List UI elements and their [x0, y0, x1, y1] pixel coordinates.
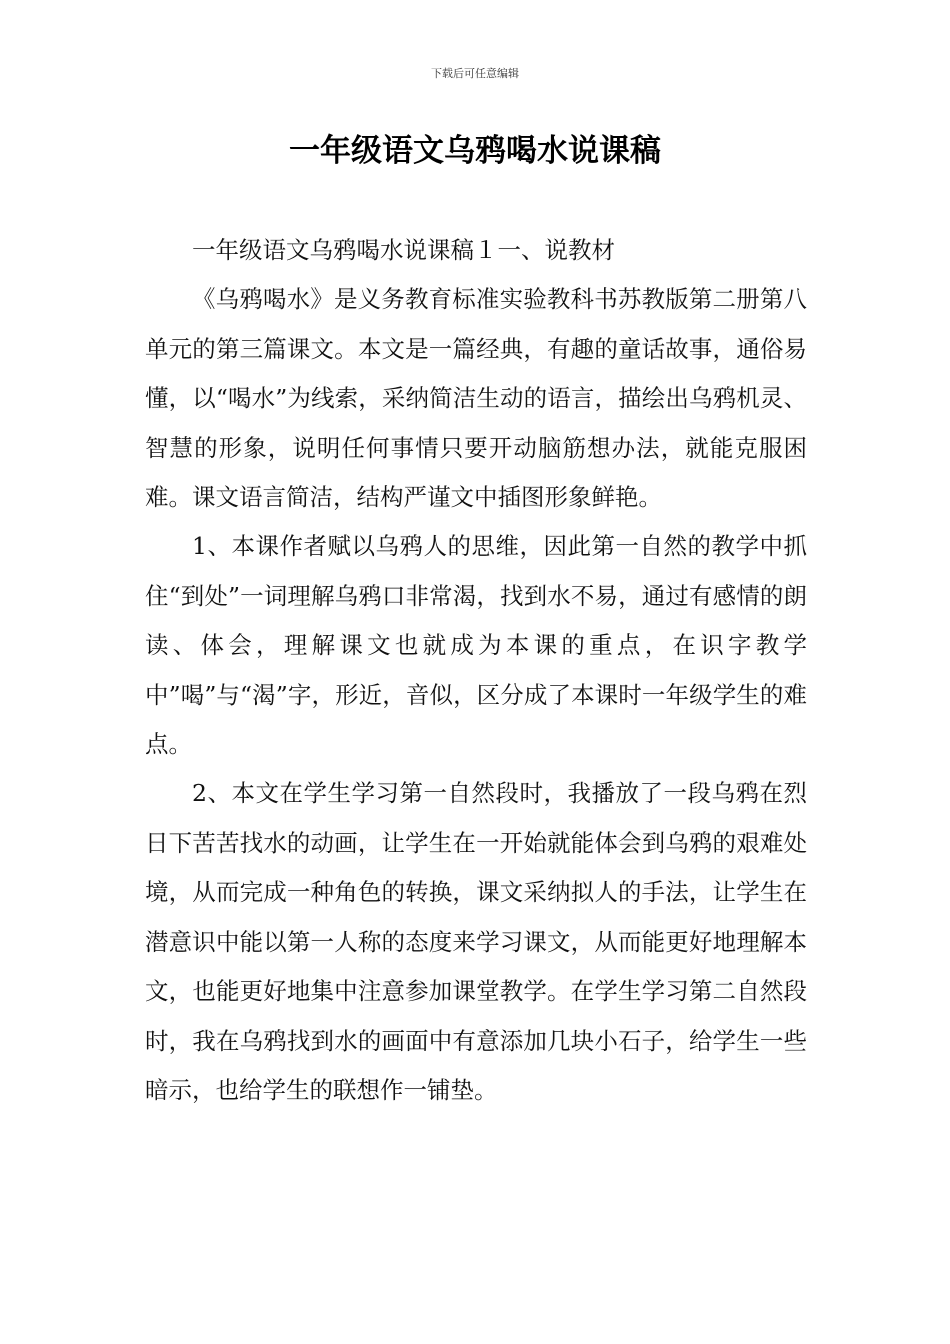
document-body	[145, 226, 807, 1115]
document-title: 一年级语文乌鸦喝水说课稿	[289, 133, 661, 169]
paragraph-point-2: 2、本文在学生学习第一自然段时，我播放了一段乌鸦在烈日下苦苦找水的动画，让学生在一开始就能体会到乌鸦的艰难处境，从而完成一种角色的转换，课文采纳拟人的手法，让学生在潜意识中能以第一人称的态度来学习课文，从而能更好地理解本文，也能更好地集中注意参加课堂教学。在学生学习第二自然段时，我在乌鸦找到水的画面中有意添加几块小石子，给学生一些暗示，也给学生的联想作一铺垫。	[145, 779, 807, 1104]
header-note: 下载后可任意编辑	[431, 67, 519, 80]
paragraph-teaching-material: 《乌鸦喝水》是义务教育标准实验教科书苏教版第二册第八单元的第三篇课文。本文是一篇经典，有趣的童话故事，通俗易懂，以“喝水”为线索，采纳简洁生动的语言，描绘出乌鸦机灵、智慧的形象，说明任何事情只要开动脑筋想办法，就能克服困难。课文语言简洁，结构严谨文中插图形象鲜艳。	[145, 285, 807, 512]
intro-line: 一年级语文乌鸦喝水说课稿１一、说教材	[192, 236, 615, 264]
paragraph-point-1: 1、本课作者赋以乌鸦人的思维，因此第一自然的教学中抓住“到处”一词理解乌鸦口非常渴，找到水不易，通过有感情的朗读、体会，理解课文也就成为本课的重点，在识字教学中”喝”与“渴”字，形近，音似，区分成了本课时一年级学生的难点。	[145, 532, 807, 759]
